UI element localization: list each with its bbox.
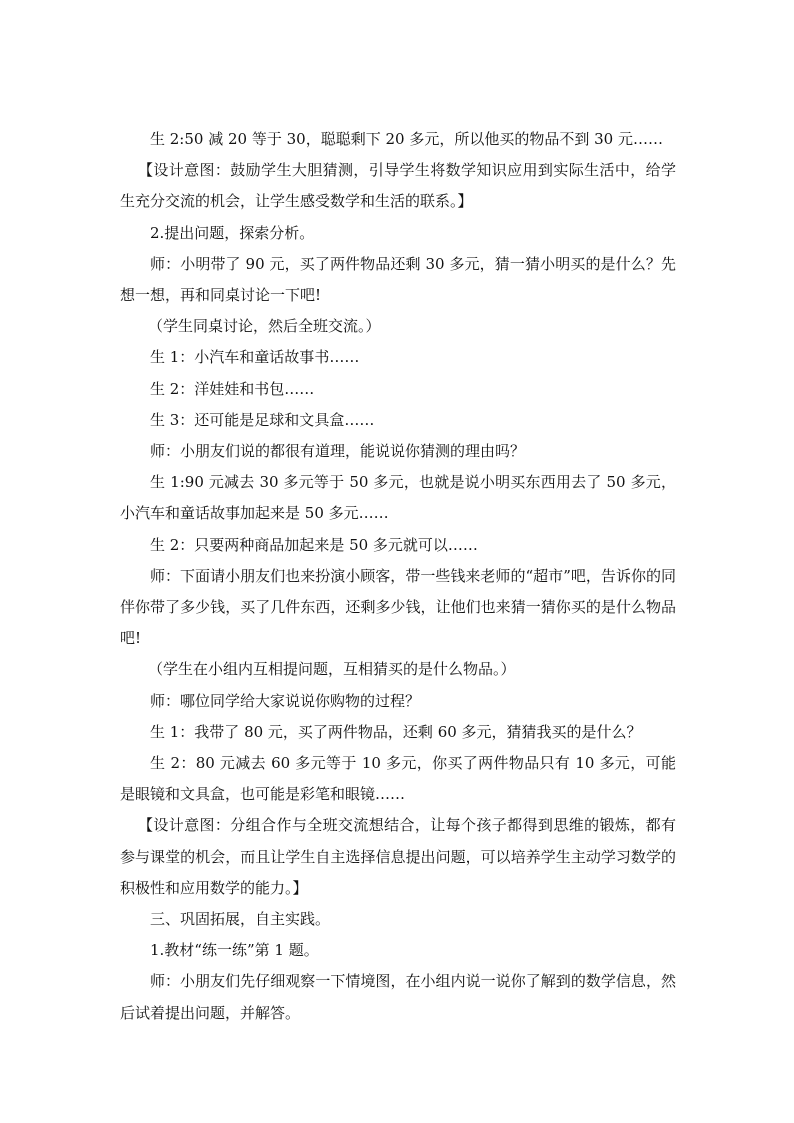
paragraph: 师：小朋友们先仔细观察一下情境图，在小组内说一说你了解到的数学信息，然后试着提出问题，并解答。 [120, 972, 676, 1022]
paragraph: 师：哪位同学给大家说说你购物的过程？ [150, 691, 421, 710]
paragraph: 师：小明带了 90 元，买了两件物品还剩 30 多元，猜一猜小明买的是什么？先想一想，再和同桌讨论一下吧! [120, 254, 676, 305]
design-intent-note: 【设计意图：分组合作与全班交流想结合，让每个孩子都得到思维的锻炼，都有参与课堂的机会，而且让学生自主选择信息提出问题，可以培养学生主动学习数学的积极性和应用数学的能力。】 [120, 816, 676, 897]
design-intent-note: 【设计意图：鼓励学生大胆猜测，引导学生将数学知识应用到实际生活中，给学生充分交流的机会，让学生感受数学和生活的联系。】 [120, 161, 676, 211]
paragraph: 生 3：还可能是足球和文具盒…… [150, 410, 375, 429]
paragraph: 师：下面请小朋友们也来扮演小顾客，带一些钱来老师的“超市”吧，告诉你的同伴你带了多少钱，买了几件东西，还剩多少钱，让他们也来猜一猜你买的是什么物品吧! [120, 566, 676, 648]
paragraph: 生 1：我带了 80 元，买了两件物品，还剩 60 多元，猜猜我买的是什么？ [150, 722, 642, 741]
stage-direction: （学生同桌讨论，然后全班交流。） [148, 317, 381, 336]
paragraph: 生 2：80 元减去 60 多元等于 10 多元，你买了两件物品只有 10 多元，可能是眼镜和文具盒，也可能是彩笔和眼镜…… [120, 754, 676, 804]
section-heading: 三、巩固拓展，自主实践。 [150, 910, 331, 929]
stage-direction: （学生在小组内互相提问题，互相猜买的是什么物品。） [148, 660, 516, 679]
paragraph: 生 2：只要两种商品加起来是 50 多元就可以…… [150, 535, 478, 554]
paragraph: 生 2：洋娃娃和书包…… [150, 379, 315, 398]
paragraph: 生 1：小汽车和童话故事书…… [150, 348, 360, 367]
paragraph: 生 1:90 元减去 30 多元等于 50 多元，也就是说小明买东西用去了 50 多元，小汽车和童话故事加起来是 50 多元…… [120, 473, 676, 523]
section-subheading: 2.提出问题，探索分析。 [150, 223, 315, 242]
section-subheading: 1.教材“练一练”第 1 题。 [150, 941, 319, 960]
document-body [120, 124, 676, 1029]
paragraph: 师：小朋友们说的都很有道理，能说说你猜测的理由吗？ [150, 442, 526, 461]
paragraph: 生 2:50 减 20 等于 30，聪聪剩下 20 多元，所以他买的物品不到 30 元…… [150, 130, 663, 148]
